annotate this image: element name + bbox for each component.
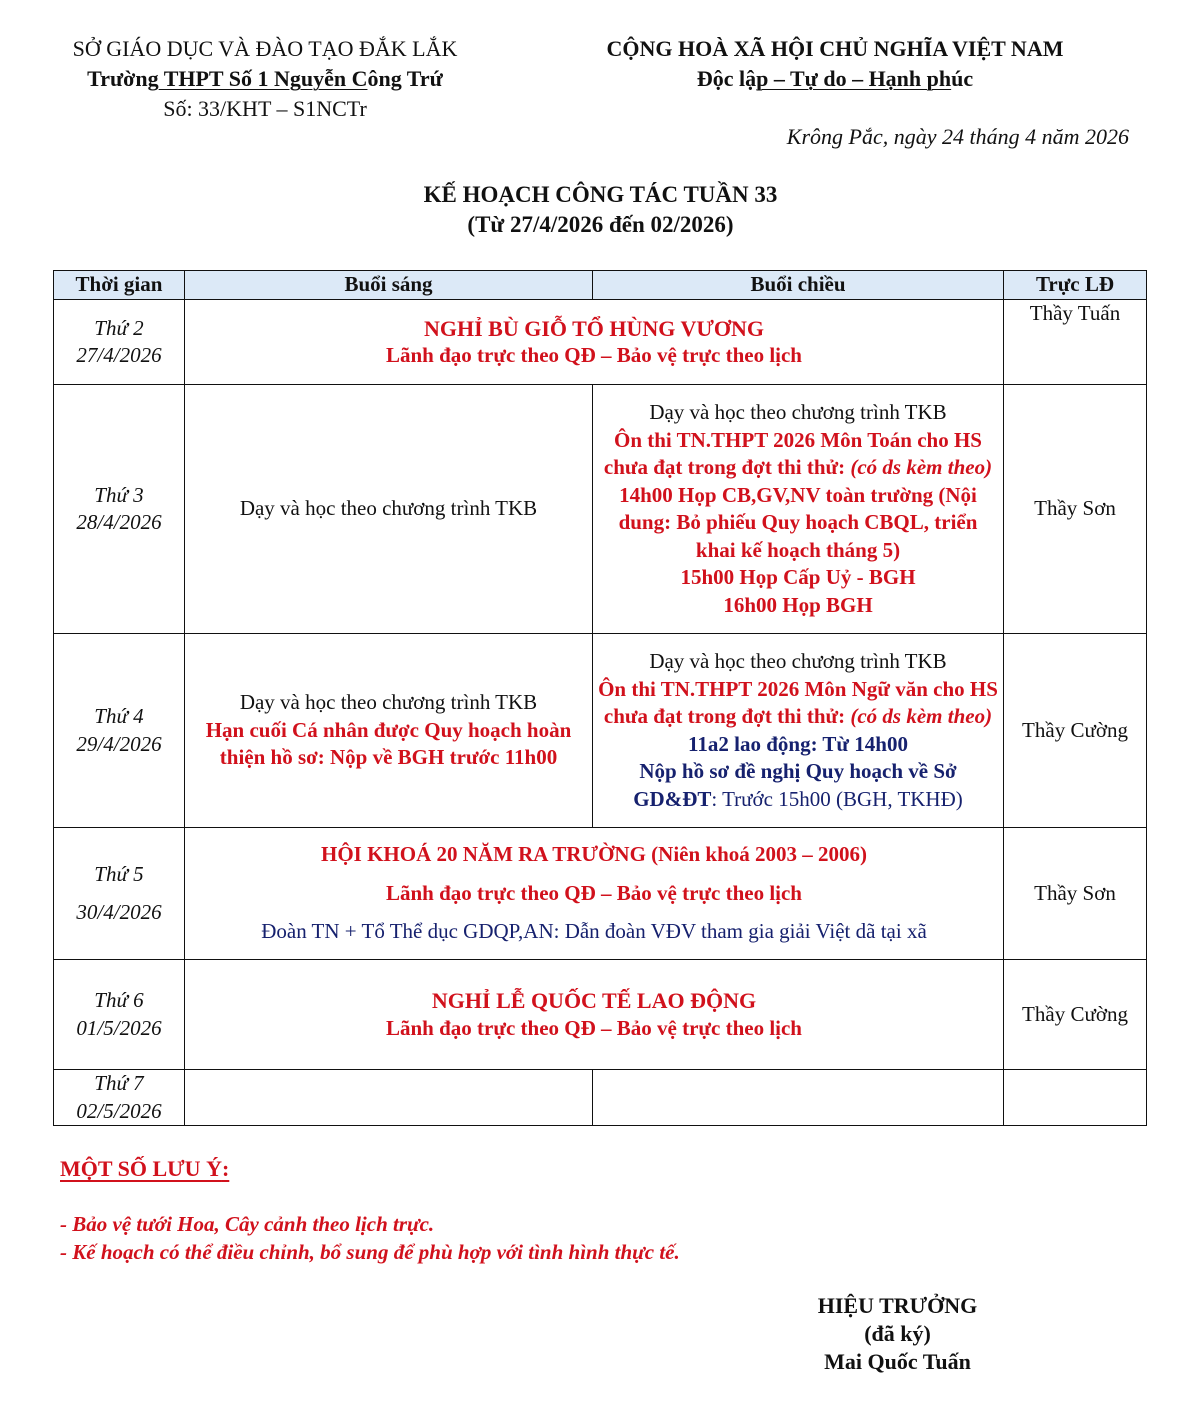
day-cell: Thứ 7 02/5/2026 (54, 1070, 185, 1126)
note-item: - Bảo vệ tưới Hoa, Cây cảnh theo lịch trực. (60, 1212, 435, 1236)
country-name: CỘNG HOÀ XÃ HỘI CHỦ NGHĨA VIỆT NAM (606, 36, 1064, 61)
document-title (0, 180, 1201, 240)
table-row (54, 1070, 1147, 1126)
duty-cell: Thầy Sơn (1004, 385, 1147, 634)
signature-status: (đã ký) (864, 1321, 931, 1346)
afternoon-cell: Dạy và học theo chương trình TKB Ôn thi TN.THPT 2026 Môn Ngữ văn cho HS chưa đạt trong đợt thi thử: (có ds kèm theo) 11a2 lao động: Từ 14h00 Nộp hồ sơ đề nghị Quy hoạch về Sở GD&ĐT: Trước 15h00 (BGH, TKHĐ) (593, 634, 1004, 828)
signature-block (760, 1292, 1035, 1376)
afternoon-cell (593, 1070, 1004, 1126)
merged-activity-cell: NGHỈ BÙ GIỖ TỔ HÙNG VƯƠNG Lãnh đạo trực theo QĐ – Bảo vệ trực theo lịch (185, 300, 1004, 385)
duty-cell: Thầy Sơn (1004, 828, 1147, 960)
duty-cell: Thầy Cường (1004, 960, 1147, 1070)
column-header-afternoon: Buổi chiều (593, 271, 1004, 300)
national-motto: Độc lập – Tự do – Hạnh phúc (696, 66, 974, 91)
notes-list (60, 1210, 680, 1266)
title-date-range: (Từ 27/4/2026 đến 02/2026) (467, 212, 734, 237)
column-header-duty: Trực LĐ (1004, 271, 1147, 300)
duty-cell: Thầy Cường (1004, 634, 1147, 828)
signer-role: HIỆU TRƯỞNG (817, 1293, 978, 1318)
table-row (54, 828, 1147, 960)
day-cell: Thứ 2 27/4/2026 (54, 300, 185, 385)
table-row (54, 385, 1147, 634)
column-header-time: Thời gian (54, 271, 185, 300)
notes-heading: MỘT SỐ LƯU Ý: (60, 1156, 230, 1181)
merged-activity-cell: NGHỈ LỄ QUỐC TẾ LAO ĐỘNG Lãnh đạo trực theo QĐ – Bảo vệ trực theo lịch (185, 960, 1004, 1070)
document-number: Số: 33/KHT – S1NCTr (163, 96, 367, 121)
note-item: - Kế hoạch có thể điều chỉnh, bổ sung để phù hợp với tình hình thực tế. (60, 1240, 680, 1264)
day-cell: Thứ 6 01/5/2026 (54, 960, 185, 1070)
signer-name: Mai Quốc Tuấn (824, 1349, 971, 1374)
table-row (54, 300, 1147, 385)
morning-cell (185, 1070, 593, 1126)
column-header-morning: Buổi sáng (185, 271, 593, 300)
department-name: SỞ GIÁO DỤC VÀ ĐÀO TẠO ĐẮK LẮK (72, 36, 458, 61)
national-heading (560, 34, 1110, 94)
duty-cell: Thầy Tuấn (1004, 300, 1147, 385)
day-cell: Thứ 5 30/4/2026 (54, 828, 185, 960)
morning-cell: Dạy và học theo chương trình TKB Hạn cuối Cá nhân được Quy hoạch hoàn thiện hồ sơ: Nộp về BGH trước 11h00 (185, 634, 593, 828)
duty-cell (1004, 1070, 1147, 1126)
merged-activity-cell: HỘI KHOÁ 20 NĂM RA TRƯỜNG (Niên khoá 2003 – 2006) Lãnh đạo trực theo QĐ – Bảo vệ trực theo lịch Đoàn TN + Tổ Thể dục GDQP,AN: Dẫn đoàn VĐV tham gia giải Việt dã tại xã (185, 828, 1004, 960)
table-row (54, 634, 1147, 828)
table-header-row (54, 271, 1147, 300)
afternoon-cell: Dạy và học theo chương trình TKB Ôn thi TN.THPT 2026 Môn Toán cho HS chưa đạt trong đợt thi thử: (có ds kèm theo) 14h00 Họp CB,GV,NV toàn trường (Nội dung: Bỏ phiếu Quy hoạch CBQL, triển khai kế hoạch tháng 5) 15h00 Họp Cấp Uỷ - BGH 16h00 Họp BGH (593, 385, 1004, 634)
school-name: Trường THPT Số 1 Nguyễn Công Trứ (87, 66, 443, 91)
place-and-date: Krông Pắc, ngày 24 tháng 4 năm 2026 (786, 124, 1129, 149)
issuing-authority (40, 34, 490, 124)
weekly-plan-table (53, 270, 1147, 1126)
title-main: KẾ HOẠCH CÔNG TÁC TUẦN 33 (423, 182, 778, 207)
day-cell: Thứ 3 28/4/2026 (54, 385, 185, 634)
table-row (54, 960, 1147, 1070)
morning-cell: Dạy và học theo chương trình TKB (185, 385, 593, 634)
day-cell: Thứ 4 29/4/2026 (54, 634, 185, 828)
